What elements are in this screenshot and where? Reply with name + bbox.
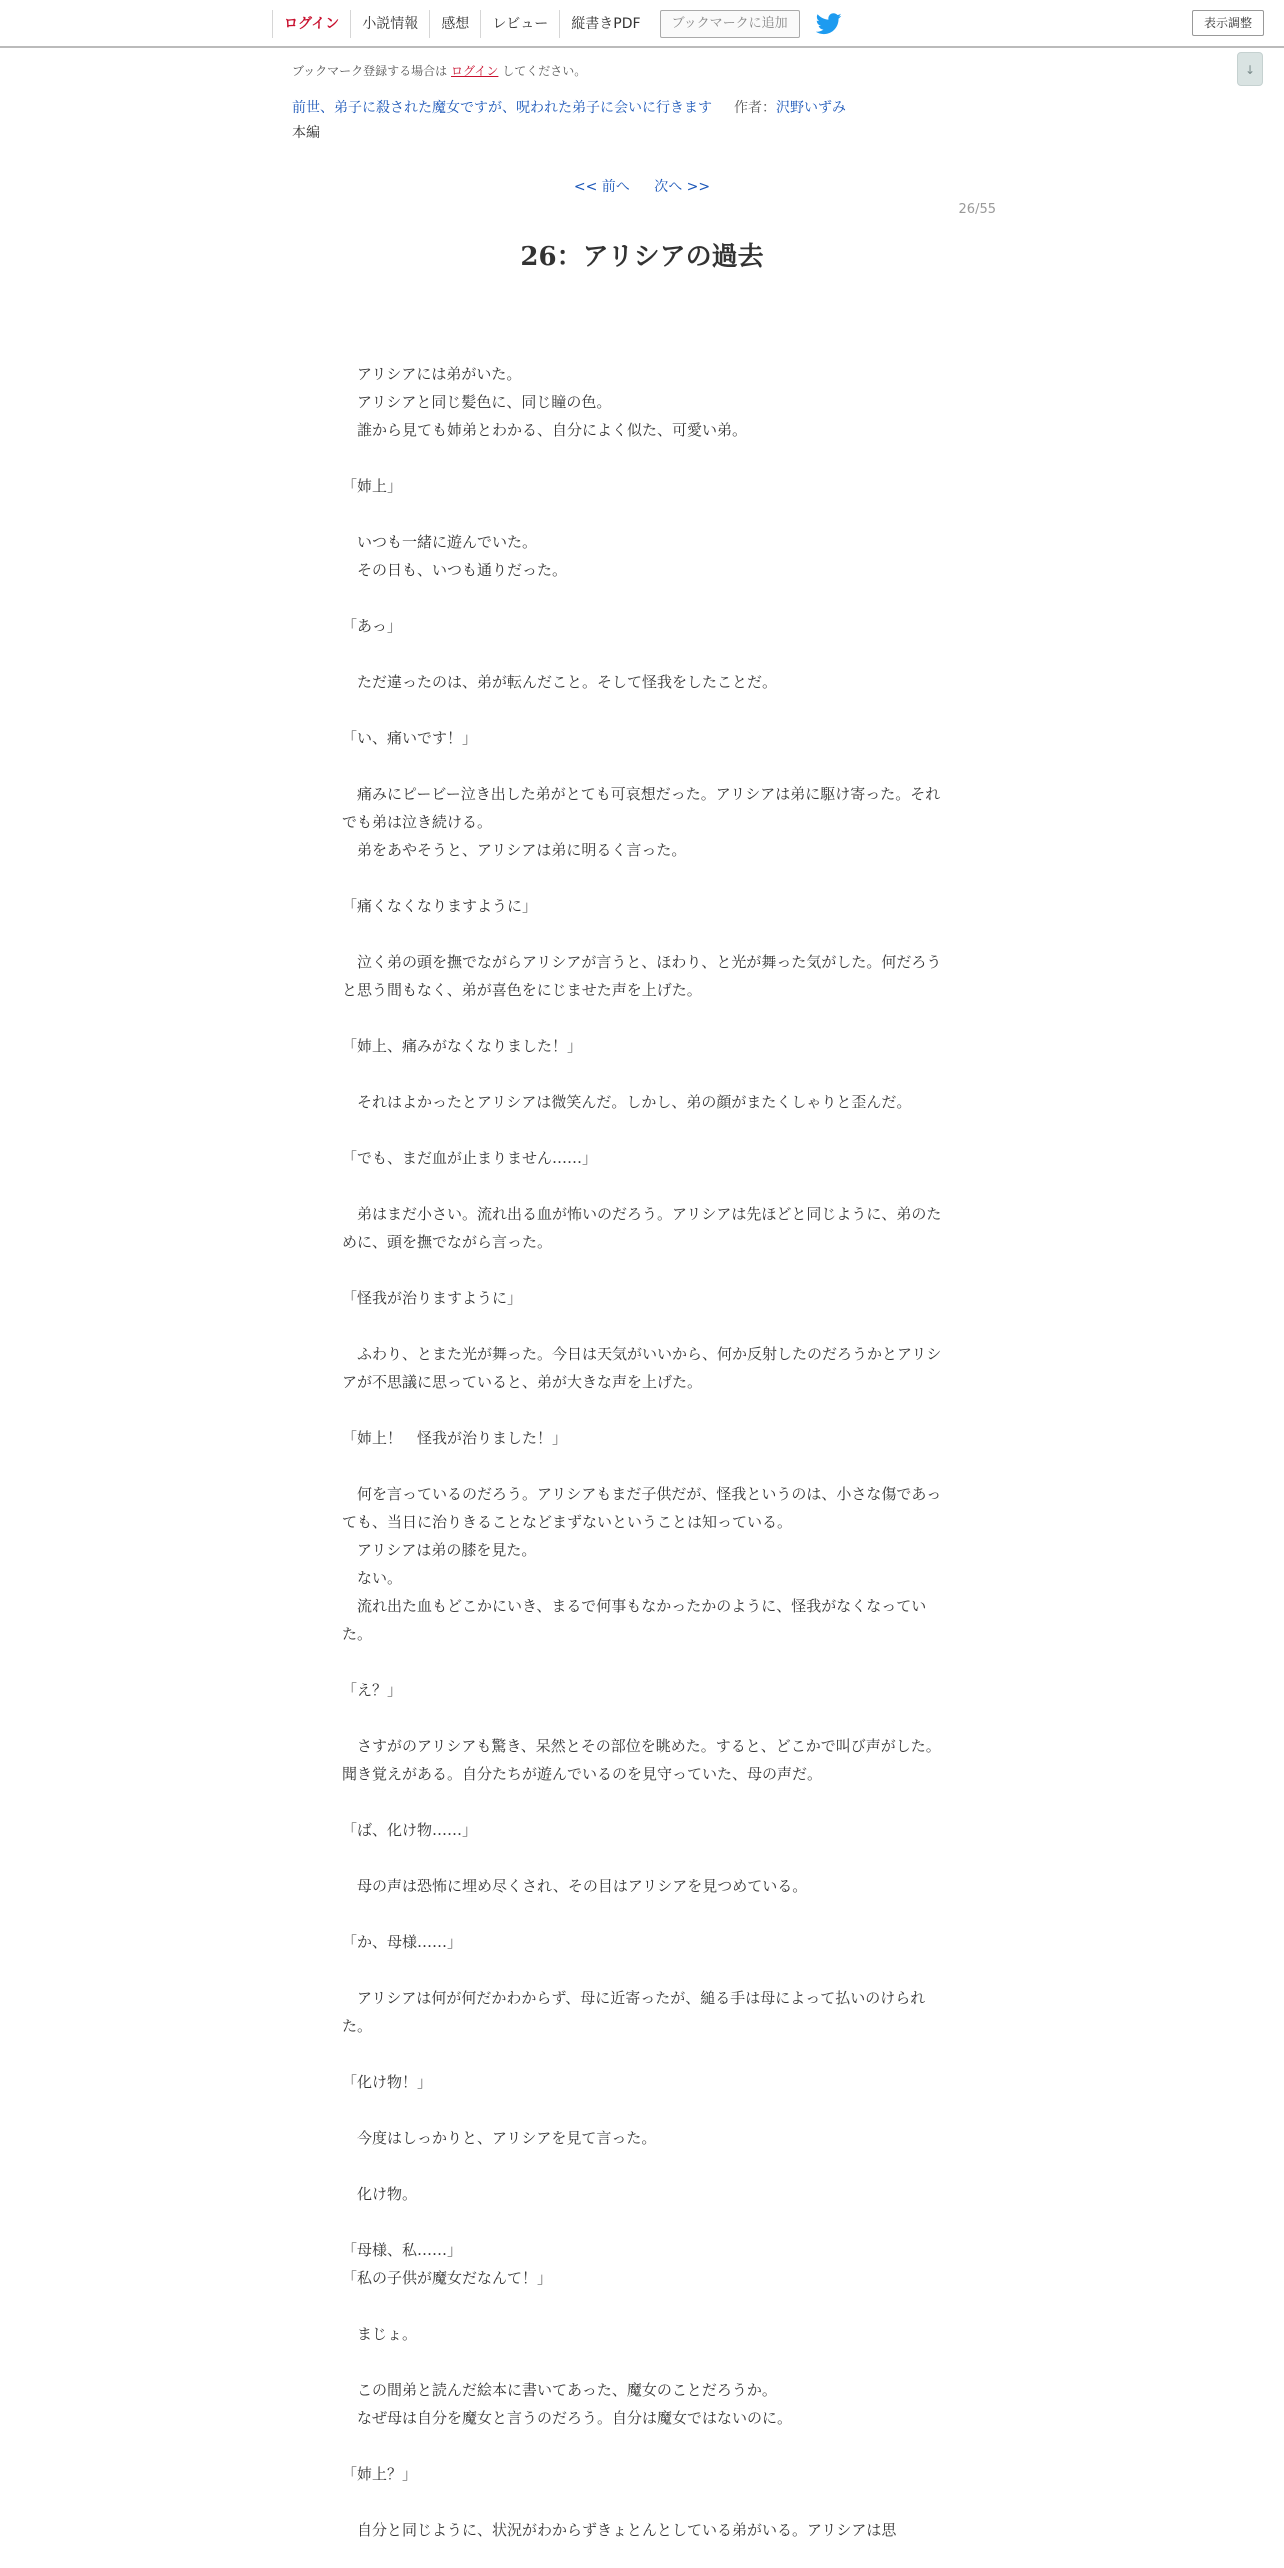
- novel-paragraph: 「母様、私……」: [342, 2241, 463, 2259]
- novel-paragraph: [342, 640, 942, 668]
- novel-paragraph: [342, 2096, 942, 2124]
- novel-paragraph: 化け物。: [342, 2185, 418, 2203]
- novel-paragraph: 「でも、まだ血が止まりません……」: [342, 1149, 598, 1167]
- display-settings-button[interactable]: 表示調整: [1192, 10, 1264, 36]
- novel-paragraph: 弟をあやそうと、アリシアは弟に明るく言った。: [342, 841, 687, 859]
- twitter-bird-icon[interactable]: [816, 13, 842, 35]
- novel-paragraph: [342, 584, 942, 612]
- novel-paragraph: [342, 2488, 942, 2516]
- novel-paragraph: 「姉上？」: [342, 2465, 418, 2483]
- author-link[interactable]: 沢野いずみ: [776, 100, 846, 116]
- novel-paragraph: [342, 1844, 942, 1872]
- novel-paragraph: [342, 2432, 942, 2460]
- novel-paragraph: 誰から見ても姉弟とわかる、自分によく似た、可愛い弟。: [342, 421, 748, 439]
- novel-paragraph: 「痛くなくなりますように」: [342, 897, 538, 915]
- review-link[interactable]: レビュー: [481, 10, 560, 38]
- next-chapter-link[interactable]: 次へ >>: [654, 179, 711, 195]
- novel-paragraph: 「姉上、痛みがなくなりました！」: [342, 1037, 583, 1055]
- novel-paragraph: 痛みにピービー泣き出した弟がとても可哀想だった。アリシアは弟に駆け寄った。それでも弟は泣き続ける。: [342, 785, 941, 831]
- novel-paragraph: ただ違ったのは、弟が転んだこと。そして怪我をしたことだ。: [342, 673, 778, 691]
- impressions-link[interactable]: 感想: [430, 10, 481, 38]
- novel-paragraph: [342, 2208, 942, 2236]
- novel-paragraph: [342, 1396, 942, 1424]
- series-info: [292, 97, 846, 117]
- bookmark-note-login-link[interactable]: ログイン: [451, 64, 499, 78]
- novel-paragraph: [342, 2040, 942, 2068]
- novel-paragraph: [342, 1956, 942, 1984]
- novel-paragraph: [342, 1256, 942, 1284]
- novel-paragraph: 泣く弟の頭を撫でながらアリシアが言うと、ほわり、と光が舞った気がした。何だろうと思う間もなく、弟が喜色をにじませた声を上げた。: [342, 953, 942, 999]
- novel-paragraph: [342, 1004, 942, 1032]
- novel-body: [342, 360, 942, 2544]
- novel-paragraph: [342, 2152, 942, 2180]
- novel-paragraph: 「怪我が治りますように」: [342, 1289, 523, 1307]
- page-number: 26/55: [958, 202, 996, 217]
- novel-paragraph: 「私の子供が魔女だなんて！」: [342, 2269, 553, 2287]
- novel-paragraph: [342, 1116, 942, 1144]
- novel-paragraph: [342, 1704, 942, 1732]
- novel-paragraph: いつも一緒に遊んでいた。: [342, 533, 538, 551]
- novel-paragraph: 「え？」: [342, 1681, 403, 1699]
- novel-paragraph: さすがのアリシアも驚き、呆然とその部位を眺めた。すると、どこかで叫び声がした。聞き覚えがある。自分たちが遊んでいるのを見守っていた、母の声だ。: [342, 1737, 941, 1783]
- author-label: 作者：: [734, 100, 776, 116]
- novel-paragraph: 「姉上」: [342, 477, 403, 495]
- novel-paragraph: [342, 444, 942, 472]
- novel-paragraph: アリシアと同じ髪色に、同じ瞳の色。: [342, 393, 612, 411]
- novel-paragraph: ない。: [342, 1569, 403, 1587]
- novel-paragraph: [342, 1900, 942, 1928]
- novel-paragraph: [342, 1648, 942, 1676]
- novel-paragraph: [342, 1060, 942, 1088]
- novel-paragraph: 母の声は恐怖に埋め尽くされ、その目はアリシアを見つめている。: [342, 1877, 808, 1895]
- novel-paragraph: 何を言っているのだろう。アリシアもまだ子供だが、怪我というのは、小さな傷であっても、当日に治りきることなどまずないということは知っている。: [342, 1485, 942, 1531]
- novel-paragraph: [342, 864, 942, 892]
- novel-paragraph: アリシアは弟の膝を見た。: [342, 1541, 537, 1559]
- novel-paragraph: 「い、痛いです！」: [342, 729, 478, 747]
- novel-paragraph: なぜ母は自分を魔女と言うのだろう。自分は魔女ではないのに。: [342, 2409, 793, 2427]
- login-link[interactable]: ログイン: [273, 10, 351, 38]
- novel-paragraph: [342, 696, 942, 724]
- novel-paragraph: [342, 2348, 942, 2376]
- novel-paragraph: それはよかったとアリシアは微笑んだ。しかし、弟の顔がまたくしゃりと歪んだ。: [342, 1093, 912, 1111]
- novel-paragraph: その日も、いつも通りだった。: [342, 561, 568, 579]
- novel-paragraph: [342, 2292, 942, 2320]
- novel-paragraph: この間弟と読んだ絵本に書いてあった、魔女のことだろうか。: [342, 2381, 777, 2399]
- novel-paragraph: 「か、母様……」: [342, 1933, 463, 1951]
- add-bookmark-button[interactable]: ブックマークに追加: [660, 10, 800, 38]
- series-title-link[interactable]: 前世、弟子に殺された魔女ですが、呪われた弟子に会いに行きます: [292, 100, 712, 116]
- chapter-title: 26：アリシアの過去: [520, 242, 764, 272]
- novel-paragraph: [342, 1172, 942, 1200]
- prev-chapter-link[interactable]: << 前へ: [573, 179, 630, 195]
- novel-paragraph: [342, 1452, 942, 1480]
- novel-paragraph: アリシアは何が何だかわからず、母に近寄ったが、縋る手は母によって払いのけられた。: [342, 1989, 926, 2035]
- novel-paragraph: ふわり、とまた光が舞った。今日は天気がいいから、何か反射したのだろうかとアリシアが不思議に思っていると、弟が大きな声を上げた。: [342, 1345, 942, 1391]
- novel-paragraph: 流れ出た血もどこかにいき、まるで何事もなかったかのように、怪我がなくなっていた。: [342, 1597, 927, 1643]
- vertical-pdf-link[interactable]: 縦書きPDF: [571, 16, 641, 32]
- chapter-section-label: 本編: [292, 125, 320, 141]
- chapter-pager: [0, 176, 1284, 196]
- novel-paragraph: 今度はしっかりと、アリシアを見て言った。: [342, 2129, 657, 2147]
- main-nav: [272, 10, 842, 38]
- novel-paragraph: [342, 1788, 942, 1816]
- novel-paragraph: まじょ。: [342, 2325, 418, 2343]
- novel-paragraph: 自分と同じように、状況がわからずきょとんとしている弟がいる。アリシアは思: [342, 2521, 897, 2539]
- novel-paragraph: 弟はまだ小さい。流れ出る血が怖いのだろう。アリシアは先ほどと同じように、弟のために、頭を撫でながら言った。: [342, 1205, 942, 1251]
- novel-paragraph: 「化け物！」: [342, 2073, 433, 2091]
- scroll-down-tab[interactable]: ↓: [1237, 52, 1263, 86]
- novel-paragraph: 「ば、化け物……」: [342, 1821, 478, 1839]
- novel-paragraph: [342, 752, 942, 780]
- novel-paragraph: 「あっ」: [342, 617, 402, 635]
- top-navigation-bar: [0, 0, 1284, 48]
- novel-paragraph: [342, 500, 942, 528]
- bookmark-note-suffix: してください。: [502, 64, 587, 78]
- bookmark-note-prefix: ブックマーク登録する場合は: [292, 64, 448, 78]
- novel-paragraph: [342, 1312, 942, 1340]
- novel-paragraph: アリシアには弟がいた。: [342, 365, 522, 383]
- novel-info-link[interactable]: 小説情報: [351, 10, 430, 38]
- bookmark-login-note: [292, 62, 586, 79]
- novel-paragraph: 「姉上！ 怪我が治りました！」: [342, 1429, 568, 1447]
- novel-paragraph: [342, 920, 942, 948]
